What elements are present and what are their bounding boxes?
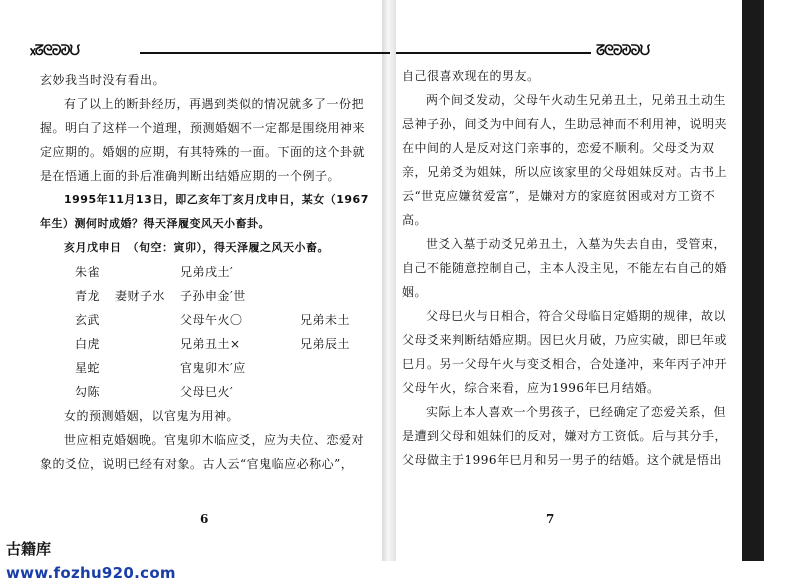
hexagram-line xyxy=(40,284,380,308)
paragraph: 有了以上的断卦经历，再遇到类似的情况就多了一份把握。明白了这样一个道理，预测婚姻不一定都是围绕用神来定应期的。婚姻的应期，有其特殊的一面。下面的这个卦就是在悟通上面的卦后准确判断出结婚应期的一个例子。 xyxy=(40,97,366,183)
paragraph: 两个间爻发动，父母午火动生兄弟丑土，兄弟丑土动生忌神子孙，间爻为中间有人，生助忌神而不利用神，说明夹在中间的人是反对这门亲事的，恋爱不顺利。父母爻为双亲，兄弟爻为姐妹，所以应该家里的父母姐妹反对。古书上云“世克应嫌贫爱富”，是嫌对方的家庭贫困或对方工资不高。 xyxy=(402,93,728,227)
left-page xyxy=(20,0,370,540)
left-page-body xyxy=(40,68,375,476)
six-god: 青龙 xyxy=(75,289,101,303)
paragraph: 实际上本人喜欢一个男孩子，已经确定了恋爱关系，但是遭到父母和姐妹们的反对，嫌对方工资低。后与其分手，父母做主于1996年巳月和另一男子的结婚。这个就是悟出 xyxy=(402,405,728,467)
watermark-url[interactable]: www.fozhu920.com xyxy=(6,564,176,582)
header-rule-right xyxy=(396,52,591,54)
six-god: 朱雀 xyxy=(75,265,101,279)
six-god: 玄武 xyxy=(75,313,101,327)
hexagram-line xyxy=(40,332,380,356)
header-ornament-left: ᥊ᘔᘓᘒᘑᙀ xyxy=(30,43,80,59)
right-page xyxy=(396,0,741,540)
paragraph: 世爻入墓于动爻兄弟丑土，入墓为失去自由，受管束，自己不能随意控制自己，主本人没主见，不能左右自己的婚姻。 xyxy=(402,237,728,299)
header-ornament-right: ᘔᘓᘒᘑᘐᙀ xyxy=(596,43,650,59)
six-god: 白虎 xyxy=(75,337,101,351)
scan-edge xyxy=(742,0,764,561)
paragraph: 自己很喜欢现在的男友。 xyxy=(402,69,540,83)
watermark-label: 古籍库 xyxy=(6,540,52,558)
main-line: 父母巳火′ xyxy=(180,385,234,399)
paragraph: 女的预测婚姻，以官鬼为用神。 xyxy=(64,409,240,423)
main-line: 兄弟戌土′ xyxy=(180,265,234,279)
page-number-right: 7 xyxy=(546,512,555,526)
changed-line: 兄弟未土 xyxy=(300,313,351,327)
book-gutter xyxy=(382,0,396,561)
paragraph: 世应相克婚姻晚。官鬼卯木临应爻，应为夫位、恋爱对象的爻位，说明已经有对象。古人云“官鬼临应必称心”， xyxy=(40,433,365,471)
main-line: 官鬼卯木′应 xyxy=(180,361,246,375)
paragraph: 玄妙我当时没有看出。 xyxy=(40,73,166,87)
site-watermark xyxy=(0,537,206,582)
page-number-left: 6 xyxy=(200,512,209,526)
six-god: 星蛇 xyxy=(75,361,101,375)
main-line: 父母午火〇 xyxy=(180,313,243,327)
hexagram-line xyxy=(40,380,380,404)
hexagram-table xyxy=(40,260,375,404)
main-line: 兄弟丑土× xyxy=(180,337,241,351)
header-rule-left xyxy=(140,52,390,54)
six-god: 勾陈 xyxy=(75,385,101,399)
paragraph: 父母巳火与日相合，符合父母临日定婚期的规律，故以父母爻来判断结婚应期。因巳火月破，乃应实破，即巳年或巳月。另一父母午火与变爻相合，合处逢冲，来年丙子冲开父母午火，综合来看，应为1996年巳月结婚。 xyxy=(402,309,728,395)
right-page-body xyxy=(402,64,732,472)
main-line: 子孙申金′世 xyxy=(180,289,246,303)
hexagram-line xyxy=(40,308,380,332)
hexagram-heading: 亥月戊申日 （旬空：寅卯），得天泽履之风天小畜。 xyxy=(64,241,329,254)
changed-line: 兄弟辰土 xyxy=(300,337,351,351)
hexagram-line xyxy=(40,260,380,284)
case-date-paragraph: 1995年11月13日，即乙亥年丁亥月戊申日，某女（1967年生）测何时成婚？得天泽履变风天小畜卦。 xyxy=(40,193,369,230)
hexagram-line xyxy=(40,356,380,380)
hidden-line: 妻财子水 xyxy=(115,289,166,303)
